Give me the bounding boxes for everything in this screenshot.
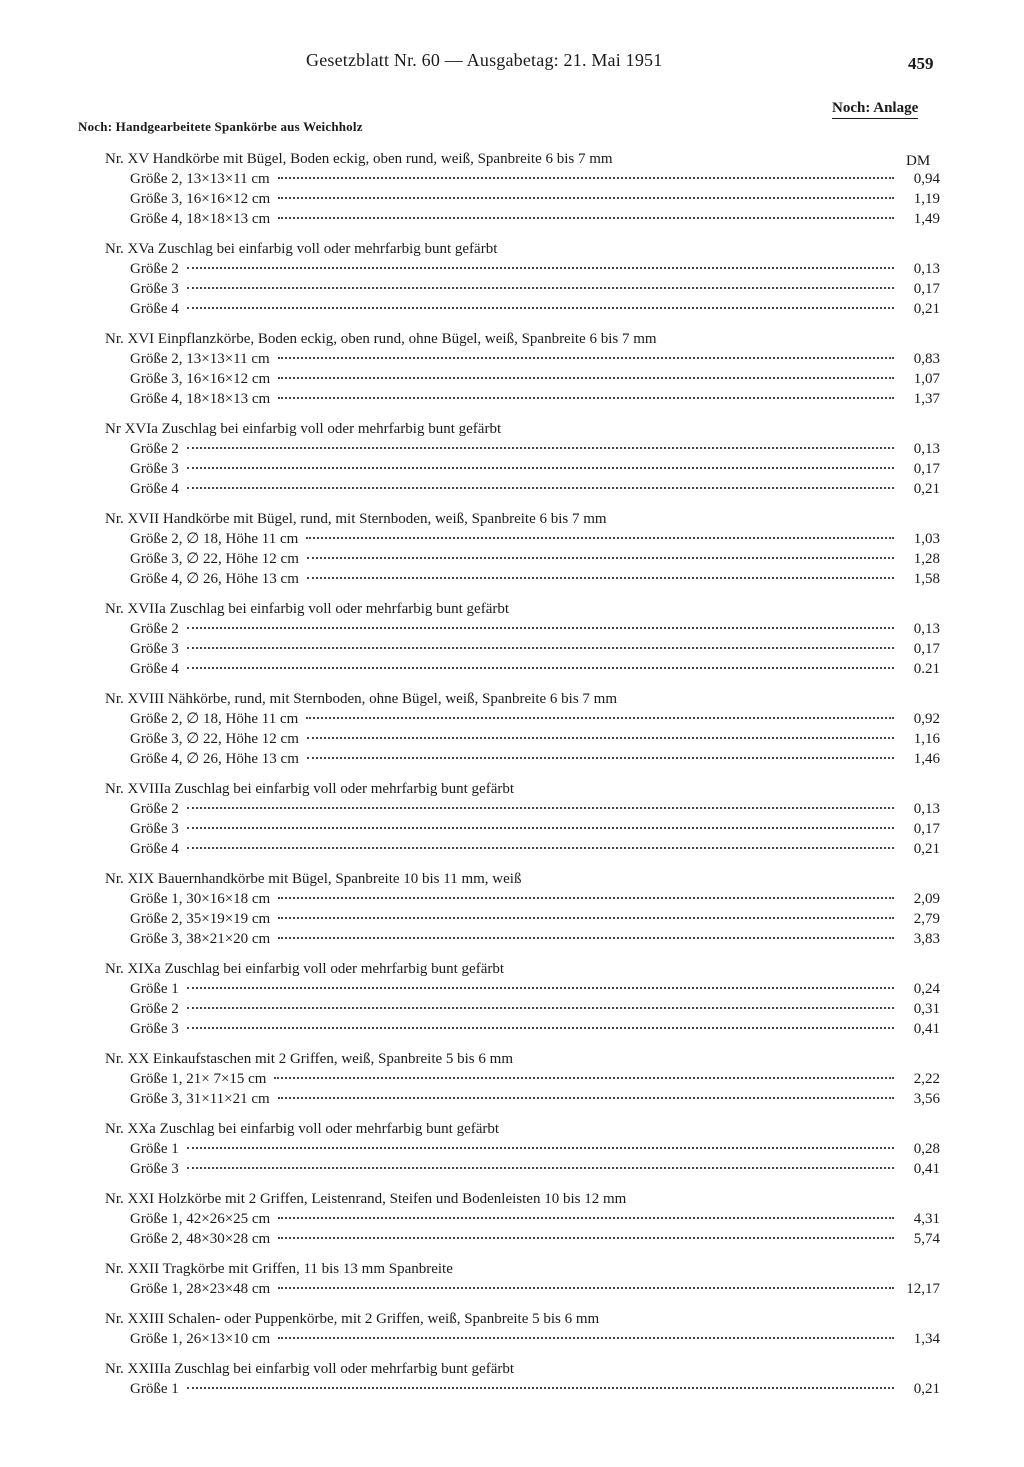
- size-label: Größe 3: [130, 1161, 179, 1177]
- group-title: [0, 1119, 1024, 1139]
- price-row: [0, 1209, 940, 1229]
- price-row: [0, 569, 940, 589]
- price-value: 0,31: [913, 1001, 940, 1017]
- price-group: [0, 1049, 1024, 1109]
- group-title: [0, 1049, 1024, 1069]
- price-row: [0, 749, 940, 769]
- group-title: [0, 1259, 1024, 1279]
- dot-leader: [307, 737, 894, 739]
- group-title: [0, 329, 1024, 349]
- noch-anlage-label: Noch: Anlage: [832, 100, 918, 119]
- group-title-text: Nr. XXIII Schalen- oder Puppenkörbe, mit 2 Griffen, weiß, Spanbreite 5 bis 6 mm: [105, 1311, 600, 1327]
- price-value: 1,49: [913, 211, 940, 227]
- price-row: [0, 999, 940, 1019]
- dot-leader: [187, 307, 894, 309]
- price-value: 1,16: [913, 731, 940, 747]
- price-value: 0,28: [913, 1141, 940, 1157]
- price-row: [0, 169, 940, 189]
- page-header: [0, 48, 1024, 78]
- price-value: 0,92: [913, 711, 940, 727]
- dot-leader: [278, 197, 894, 199]
- dot-leader: [274, 1077, 894, 1079]
- price-value: 0,13: [913, 621, 940, 637]
- group-title: [0, 509, 1024, 529]
- group-title: [0, 1189, 1024, 1209]
- dot-leader: [187, 267, 894, 269]
- group-title: [0, 1309, 1024, 1329]
- group-title: [0, 599, 1024, 619]
- dot-leader: [187, 1167, 894, 1169]
- dot-leader: [187, 807, 894, 809]
- group-title-text: Nr. XVa Zuschlag bei einfarbig voll oder mehrfarbig bunt gefärbt: [105, 241, 498, 257]
- price-group: [0, 869, 1024, 949]
- price-group: [0, 1309, 1024, 1349]
- price-value: 1,07: [913, 371, 940, 387]
- price-value: 1,19: [913, 191, 940, 207]
- price-value: 0,13: [913, 801, 940, 817]
- size-label: Größe 4, ∅ 26, Höhe 13 cm: [130, 751, 299, 767]
- price-row: [0, 1379, 940, 1399]
- price-row: [0, 929, 940, 949]
- price-row: [0, 1019, 940, 1039]
- dot-leader: [278, 937, 894, 939]
- dot-leader: [278, 357, 894, 359]
- size-label: Größe 2, ∅ 18, Höhe 11 cm: [130, 711, 299, 727]
- dot-leader: [307, 577, 894, 579]
- price-value: 0,41: [913, 1021, 940, 1037]
- price-value: 0,13: [913, 441, 940, 457]
- size-label: Größe 1: [130, 981, 179, 997]
- price-row: [0, 209, 940, 229]
- dot-leader: [306, 717, 894, 719]
- dot-leader: [187, 487, 894, 489]
- price-row: [0, 1159, 940, 1179]
- group-title-text: Nr. XV Handkörbe mit Bügel, Boden eckig, oben rund, weiß, Spanbreite 6 bis 7 mm: [105, 151, 613, 167]
- price-value: 1,46: [913, 751, 940, 767]
- dot-leader: [187, 667, 894, 669]
- size-label: Größe 2, ∅ 18, Höhe 11 cm: [130, 531, 299, 547]
- size-label: Größe 3, 38×21×20 cm: [130, 931, 271, 947]
- price-value: 1,58: [913, 571, 940, 587]
- dot-leader: [278, 1097, 894, 1099]
- price-value: 4,31: [913, 1211, 940, 1227]
- size-label: Größe 3: [130, 281, 179, 297]
- price-row: [0, 659, 940, 679]
- price-value: 0,13: [913, 261, 940, 277]
- size-label: Größe 1, 21× 7×15 cm: [130, 1071, 267, 1087]
- dot-leader: [187, 287, 894, 289]
- price-row: [0, 1139, 940, 1159]
- size-label: Größe 3: [130, 1021, 179, 1037]
- price-value: 2,22: [913, 1071, 940, 1087]
- price-row: [0, 529, 940, 549]
- price-group: [0, 509, 1024, 589]
- group-title: [0, 239, 1024, 259]
- price-value: 1,34: [913, 1331, 940, 1347]
- price-group: [0, 239, 1024, 319]
- size-label: Größe 1, 30×16×18 cm: [130, 891, 271, 907]
- size-label: Größe 3: [130, 641, 179, 657]
- dot-leader: [187, 987, 894, 989]
- size-label: Größe 1, 42×26×25 cm: [130, 1211, 271, 1227]
- group-title-text: Nr. XXIIIa Zuschlag bei einfarbig voll oder mehrfarbig bunt gefärbt: [105, 1361, 515, 1377]
- size-label: Größe 3, ∅ 22, Höhe 12 cm: [130, 551, 299, 567]
- dot-leader: [278, 1337, 894, 1339]
- group-title-text: Nr. XXI Holzkörbe mit 2 Griffen, Leistenrand, Steifen und Bodenleisten 10 bis 12 mm: [105, 1191, 627, 1207]
- price-list: [0, 149, 1024, 1409]
- group-title-text: Nr. XXII Tragkörbe mit Griffen, 11 bis 13 mm Spanbreite: [105, 1261, 453, 1277]
- size-label: Größe 2: [130, 621, 179, 637]
- price-group: [0, 959, 1024, 1039]
- price-value: 0,83: [913, 351, 940, 367]
- dot-leader: [187, 1007, 894, 1009]
- group-title-text: Nr. XVII Handkörbe mit Bügel, rund, mit Sternboden, weiß, Spanbreite 6 bis 7 mm: [105, 511, 607, 527]
- size-label: Größe 2: [130, 261, 179, 277]
- price-value: 1,03: [913, 531, 940, 547]
- price-group: [0, 329, 1024, 409]
- size-label: Größe 4, 18×18×13 cm: [130, 211, 271, 227]
- dot-leader: [187, 1027, 894, 1029]
- price-value: 12,17: [906, 1281, 940, 1297]
- price-row: [0, 1329, 940, 1349]
- group-title-text: Nr. XX Einkaufstaschen mit 2 Griffen, weiß, Spanbreite 5 bis 6 mm: [105, 1051, 513, 1067]
- size-label: Größe 3, 16×16×12 cm: [130, 371, 271, 387]
- dot-leader: [278, 897, 894, 899]
- dot-leader: [307, 557, 894, 559]
- price-group: [0, 149, 1024, 229]
- group-title-text: Nr XVIa Zuschlag bei einfarbig voll oder mehrfarbig bunt gefärbt: [105, 421, 502, 437]
- size-label: Größe 3: [130, 461, 179, 477]
- price-value: 0,94: [913, 171, 940, 187]
- price-value: 0,17: [913, 641, 940, 657]
- price-value: 0,17: [913, 281, 940, 297]
- dot-leader: [187, 627, 894, 629]
- size-label: Größe 2: [130, 441, 179, 457]
- price-row: [0, 639, 940, 659]
- price-row: [0, 709, 940, 729]
- group-title-text: Nr. XIX Bauernhandkörbe mit Bügel, Spanbreite 10 bis 11 mm, weiß: [105, 871, 522, 887]
- price-value: 0,17: [913, 461, 940, 477]
- price-value: 0,21: [913, 1381, 940, 1397]
- price-value: 0,21: [913, 481, 940, 497]
- price-row: [0, 1229, 940, 1249]
- dot-leader: [278, 1237, 894, 1239]
- price-value: 2,09: [913, 891, 940, 907]
- price-group: [0, 1259, 1024, 1299]
- group-title: [0, 149, 1024, 169]
- price-row: [0, 1089, 940, 1109]
- size-label: Größe 1: [130, 1381, 179, 1397]
- dot-leader: [187, 467, 894, 469]
- price-row: [0, 889, 940, 909]
- dot-leader: [187, 827, 894, 829]
- price-group: [0, 599, 1024, 679]
- dot-leader: [187, 447, 894, 449]
- price-row: [0, 299, 940, 319]
- size-label: Größe 4: [130, 841, 179, 857]
- price-row: [0, 189, 940, 209]
- size-label: Größe 1, 28×23×48 cm: [130, 1281, 271, 1297]
- price-value: 0,17: [913, 821, 940, 837]
- size-label: Größe 2, 35×19×19 cm: [130, 911, 271, 927]
- price-value: 0,24: [913, 981, 940, 997]
- price-row: [0, 259, 940, 279]
- size-label: Größe 3: [130, 821, 179, 837]
- currency-label: DM: [906, 153, 931, 169]
- dot-leader: [187, 847, 894, 849]
- group-title: [0, 869, 1024, 889]
- size-label: Größe 1, 26×13×10 cm: [130, 1331, 271, 1347]
- price-row: [0, 979, 940, 999]
- price-value: 5,74: [913, 1231, 940, 1247]
- price-group: [0, 689, 1024, 769]
- section-heading: Noch: Handgearbeitete Spankörbe aus Weichholz: [78, 119, 363, 134]
- price-row: [0, 549, 940, 569]
- price-row: [0, 479, 940, 499]
- price-row: [0, 1279, 940, 1299]
- size-label: Größe 4, ∅ 26, Höhe 13 cm: [130, 571, 299, 587]
- size-label: Größe 2, 48×30×28 cm: [130, 1231, 271, 1247]
- price-row: [0, 1069, 940, 1089]
- price-group: [0, 779, 1024, 859]
- size-label: Größe 2, 13×13×11 cm: [130, 351, 270, 367]
- group-title: [0, 419, 1024, 439]
- price-row: [0, 839, 940, 859]
- group-title-text: Nr. XXa Zuschlag bei einfarbig voll oder mehrfarbig bunt gefärbt: [105, 1121, 500, 1137]
- dot-leader: [187, 1387, 894, 1389]
- size-label: Größe 3, ∅ 22, Höhe 12 cm: [130, 731, 299, 747]
- price-row: [0, 389, 940, 409]
- price-value: 3,56: [913, 1091, 940, 1107]
- price-row: [0, 909, 940, 929]
- price-value: 0,41: [913, 1161, 940, 1177]
- price-value: 0,21: [913, 301, 940, 317]
- group-title-text: Nr. XIXa Zuschlag bei einfarbig voll oder mehrfarbig bunt gefärbt: [105, 961, 505, 977]
- dot-leader: [278, 217, 894, 219]
- price-value: 0.21: [913, 661, 940, 677]
- dot-leader: [278, 177, 894, 179]
- dot-leader: [307, 757, 894, 759]
- price-value: 0,21: [913, 841, 940, 857]
- price-group: [0, 419, 1024, 499]
- group-title: [0, 959, 1024, 979]
- size-label: Größe 4: [130, 661, 179, 677]
- group-title-text: Nr. XVIIIa Zuschlag bei einfarbig voll oder mehrfarbig bunt gefärbt: [105, 781, 515, 797]
- price-row: [0, 819, 940, 839]
- group-title: [0, 779, 1024, 799]
- price-row: [0, 439, 940, 459]
- price-row: [0, 729, 940, 749]
- size-label: Größe 2: [130, 801, 179, 817]
- price-group: [0, 1189, 1024, 1249]
- dot-leader: [278, 1287, 894, 1289]
- price-row: [0, 799, 940, 819]
- price-group: [0, 1119, 1024, 1179]
- size-label: Größe 2, 13×13×11 cm: [130, 171, 270, 187]
- size-label: Größe 1: [130, 1141, 179, 1157]
- price-row: [0, 279, 940, 299]
- dot-leader: [278, 917, 894, 919]
- price-row: [0, 459, 940, 479]
- price-row: [0, 369, 940, 389]
- group-title: [0, 1359, 1024, 1379]
- price-row: [0, 349, 940, 369]
- group-title-text: Nr. XVI Einpflanzkörbe, Boden eckig, oben rund, ohne Bügel, weiß, Spanbreite 6 bis 7 mm: [105, 331, 657, 347]
- header-title: Gesetzblatt Nr. 60 — Ausgabetag: 21. Mai 1951: [306, 50, 663, 70]
- page-number: 459: [908, 54, 934, 73]
- dot-leader: [306, 537, 894, 539]
- dot-leader: [278, 397, 894, 399]
- dot-leader: [187, 647, 894, 649]
- dot-leader: [278, 377, 894, 379]
- size-label: Größe 3, 31×11×21 cm: [130, 1091, 270, 1107]
- price-value: 3,83: [913, 931, 940, 947]
- price-row: [0, 619, 940, 639]
- size-label: Größe 2: [130, 1001, 179, 1017]
- size-label: Größe 4: [130, 481, 179, 497]
- dot-leader: [278, 1217, 894, 1219]
- size-label: Größe 3, 16×16×12 cm: [130, 191, 271, 207]
- group-title: [0, 689, 1024, 709]
- group-title-text: Nr. XVIIa Zuschlag bei einfarbig voll oder mehrfarbig bunt gefärbt: [105, 601, 510, 617]
- group-title-text: Nr. XVIII Nähkörbe, rund, mit Sternboden, ohne Bügel, weiß, Spanbreite 6 bis 7 mm: [105, 691, 617, 707]
- price-value: 2,79: [913, 911, 940, 927]
- size-label: Größe 4: [130, 301, 179, 317]
- price-value: 1,28: [913, 551, 940, 567]
- price-value: 1,37: [913, 391, 940, 407]
- dot-leader: [187, 1147, 894, 1149]
- size-label: Größe 4, 18×18×13 cm: [130, 391, 271, 407]
- price-group: [0, 1359, 1024, 1399]
